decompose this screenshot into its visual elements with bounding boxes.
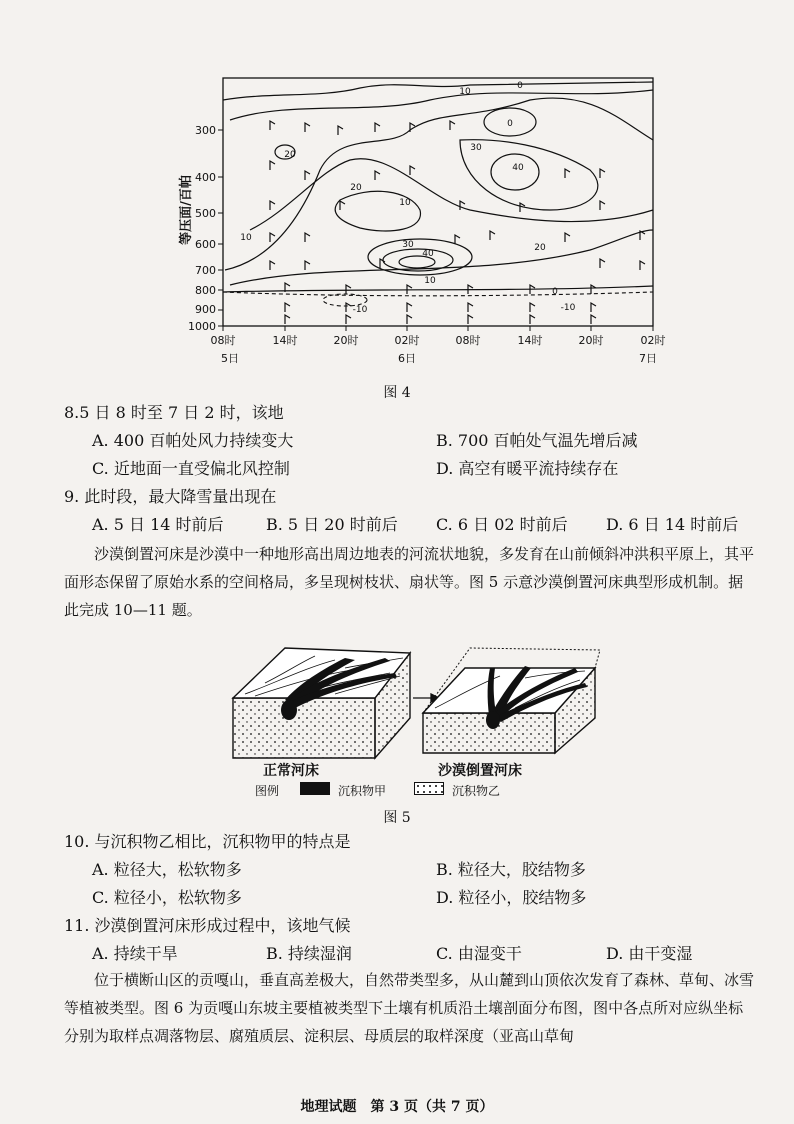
x-tick: 08时 <box>455 334 481 347</box>
q10-option-b[interactable]: B. 粒径大，胶结物多 <box>436 860 586 879</box>
contour-label: 0 <box>507 119 513 129</box>
contour-label: 20 <box>284 150 296 160</box>
contour-label: 20 <box>534 243 546 253</box>
page-footer: 地理试题 第 3 页（共 7 页） <box>300 1099 494 1115</box>
q10-option-a[interactable]: A. 粒径大，松软物多 <box>92 860 242 879</box>
y-tick: 400 <box>195 171 216 184</box>
q8-option-c[interactable]: C. 近地面一直受偏北风控制 <box>92 459 290 478</box>
legend-title: 图例 <box>255 784 280 798</box>
contour-label: 20 <box>350 183 362 193</box>
q9-option-b[interactable]: B. 5 日 20 时前后 <box>266 515 398 534</box>
passage-gongga-mountain: 位于横断山区的贡嘎山，垂直高差极大，自然带类型多，从山麓到山顶依次发育了森林、草甸、冰雪等植被类型。图 6 为贡嘎山东坡主要植被类型下土壤有机质沿土壤剖面分布图，图中各点所对应纵坐标分别为取样点凋落物层、腐殖质层、淀积层、母质层的取样深度（亚高山草甸 <box>64 971 755 1045</box>
y-tick: 800 <box>195 284 216 297</box>
y-tick: 1000 <box>188 320 216 333</box>
q9-option-c[interactable]: C. 6 日 02 时前后 <box>436 515 568 534</box>
x-tick: 14时 <box>272 334 298 347</box>
x-tick: 20时 <box>578 334 604 347</box>
y-tick: 700 <box>195 264 216 277</box>
contour-chart <box>170 60 670 380</box>
legend-swatch-dotted <box>414 782 444 795</box>
contour-label: 10 <box>399 198 411 208</box>
q10-option-d[interactable]: D. 粒径小，胶结物多 <box>436 888 587 907</box>
date-label: 7日 <box>639 352 657 365</box>
legend-label-b: 沉积物乙 <box>452 784 501 798</box>
contour-label: -10 <box>352 305 368 315</box>
q8-option-b[interactable]: B. 700 百帕处气温先增后减 <box>436 431 638 450</box>
figure-5-label-inverted: 沙漠倒置河床 <box>438 763 522 779</box>
x-tick: 14时 <box>517 334 543 347</box>
q9-stem: 9. 此时段，最大降雪量出现在 <box>64 487 277 506</box>
q9-option-d[interactable]: D. 6 日 14 时前后 <box>606 515 739 534</box>
y-tick: 600 <box>195 238 216 251</box>
contour-label: 10 <box>240 233 252 243</box>
x-tick: 02时 <box>640 334 666 347</box>
contour-label: 10 <box>459 87 471 97</box>
contour-label: 40 <box>512 163 524 173</box>
contour-label: 10 <box>424 276 436 286</box>
figure-5-label-normal: 正常河床 <box>263 763 319 779</box>
contour-label: 0 <box>552 287 558 297</box>
y-tick: 300 <box>195 124 216 137</box>
q9-option-a[interactable]: A. 5 日 14 时前后 <box>92 515 224 534</box>
contour-label: 40 <box>422 249 434 259</box>
figure-5 <box>225 628 615 773</box>
figure-4-caption: 图 4 <box>383 385 411 401</box>
q8-option-d[interactable]: D. 高空有暖平流持续存在 <box>436 459 619 478</box>
date-label: 5日 <box>221 352 239 365</box>
contour-label: 30 <box>402 240 414 250</box>
x-tick: 02时 <box>394 334 420 347</box>
inverted-riverbed-block <box>423 648 600 753</box>
figure-5-caption: 图 5 <box>383 810 411 826</box>
q11-option-a[interactable]: A. 持续干旱 <box>92 944 178 963</box>
legend-label-a: 沉积物甲 <box>338 784 387 798</box>
x-tick: 20时 <box>333 334 359 347</box>
y-tick: 500 <box>195 207 216 220</box>
figure-4 <box>170 60 670 380</box>
legend-swatch-solid <box>300 782 330 795</box>
y-axis-label: 等压面/百帕 <box>179 175 194 245</box>
q8-option-a[interactable]: A. 400 百帕处风力持续变大 <box>92 431 294 450</box>
q8-stem: 8.5 日 8 时至 7 日 2 时，该地 <box>64 403 284 422</box>
q11-option-c[interactable]: C. 由湿变干 <box>436 944 522 963</box>
q11-option-d[interactable]: D. 由干变湿 <box>606 944 693 963</box>
y-tick: 900 <box>195 303 216 316</box>
x-tick: 08时 <box>210 334 236 347</box>
q10-stem: 10. 与沉积物乙相比，沉积物甲的特点是 <box>64 832 351 851</box>
contour-label: 0 <box>517 81 523 91</box>
q10-option-c[interactable]: C. 粒径小，松软物多 <box>92 888 242 907</box>
date-label: 6日 <box>398 352 416 365</box>
normal-riverbed-block <box>233 648 410 758</box>
contour-label: -10 <box>560 303 576 313</box>
q11-stem: 11. 沙漠倒置河床形成过程中，该地气候 <box>64 916 351 935</box>
q11-option-b[interactable]: B. 持续湿润 <box>266 944 352 963</box>
contour-label: 30 <box>470 143 482 153</box>
passage-inverted-river: 沙漠倒置河床是沙漠中一种地形高出周边地表的河流状地貌，多发育在山前倾斜冲洪积平原上，其平面形态保留了原始水系的空间格局，多呈现树枝状、扇状等。图 5 示意沙漠倒置河床典型形成机制。据此完成 10—11 题。 <box>64 545 755 619</box>
